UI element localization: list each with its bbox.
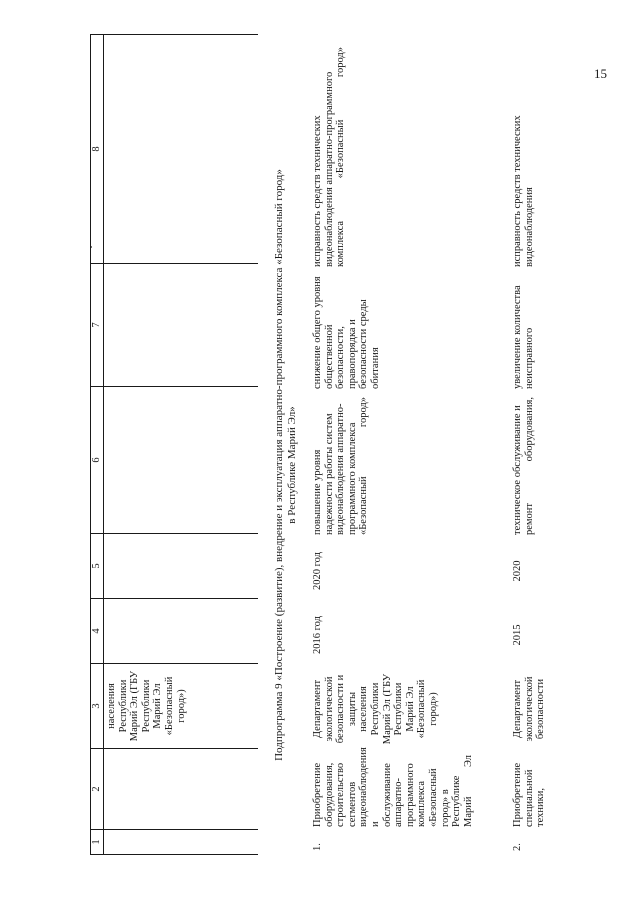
row-name: Приобретение оборудования, строительство сегментов видеонаблюдения и обслуживание аппаратно-программного комплекса «Безопасный город» в Республике Марий Эл — [312, 747, 474, 827]
row-result: техническое обслуживание и ремонт оборудования, — [512, 397, 535, 535]
row-executor: Департамент экологической безопасности — [512, 676, 547, 742]
row-end: 2020 год — [312, 552, 323, 590]
table-row — [312, 43, 512, 855]
col-number-3: 3 — [91, 664, 104, 749]
row-effect: снижение общего уровня общественной безопасности, правопорядка и безопасности среды обитания — [312, 276, 381, 389]
subprogram-table — [312, 43, 556, 855]
subprogram-title-line1: Подпрограмма 9 «Построение (развитие), внедрение и эксплуатация аппаратно-программного комплекса «Безопасный город» — [273, 169, 285, 761]
continuation-row — [104, 35, 259, 855]
col-number-8: 8 — [91, 35, 104, 264]
col-number-7: 7 — [91, 264, 104, 387]
col-number-2: 2 — [91, 749, 104, 830]
column-number-row — [91, 35, 104, 855]
continuation-executor: населения Республики Марий Эл (ГБУ Республики Марий Эл «Безопасный город») — [104, 664, 259, 749]
rotated-page-content — [90, 47, 550, 855]
col-number-1: 1 — [91, 830, 104, 855]
row-effect: увеличение количества неисправного — [512, 285, 535, 389]
col-number-6: 6 — [91, 387, 104, 534]
row-number: 2. — [512, 843, 523, 851]
row-end: 2020 — [512, 560, 523, 582]
row-indicator: исправность средств технических видеонаблюдения — [512, 115, 535, 267]
table-header-and-continuation — [90, 34, 258, 855]
row-start: 2016 год — [312, 616, 323, 654]
subprogram-title-line2: в Республике Марий Эл» — [286, 406, 298, 524]
row-indicator: исправность средств технических видеонаблюдения аппаратно-программного комплекса «Безопасный город» — [312, 47, 347, 267]
row-start: 2015 — [512, 624, 523, 646]
row-name: Приобретение специальной техники, — [512, 762, 547, 827]
row-result: повышение уровня надежности работы систем видеонаблюдения аппаратно-программного комплекса «Безопасный город» — [312, 397, 370, 535]
col-number-4: 4 — [91, 599, 104, 664]
row-executor: Департамент экологической безопасности и защиты населения Республики Марий Эл (ГБУ Республики Марий Эл «Безопасный город») — [312, 673, 439, 745]
row-number: 1. — [312, 843, 323, 851]
table-row — [512, 43, 556, 855]
col-number-5: 5 — [91, 534, 104, 599]
subprogram-title — [273, 75, 299, 855]
page-number: 15 — [594, 66, 607, 81]
